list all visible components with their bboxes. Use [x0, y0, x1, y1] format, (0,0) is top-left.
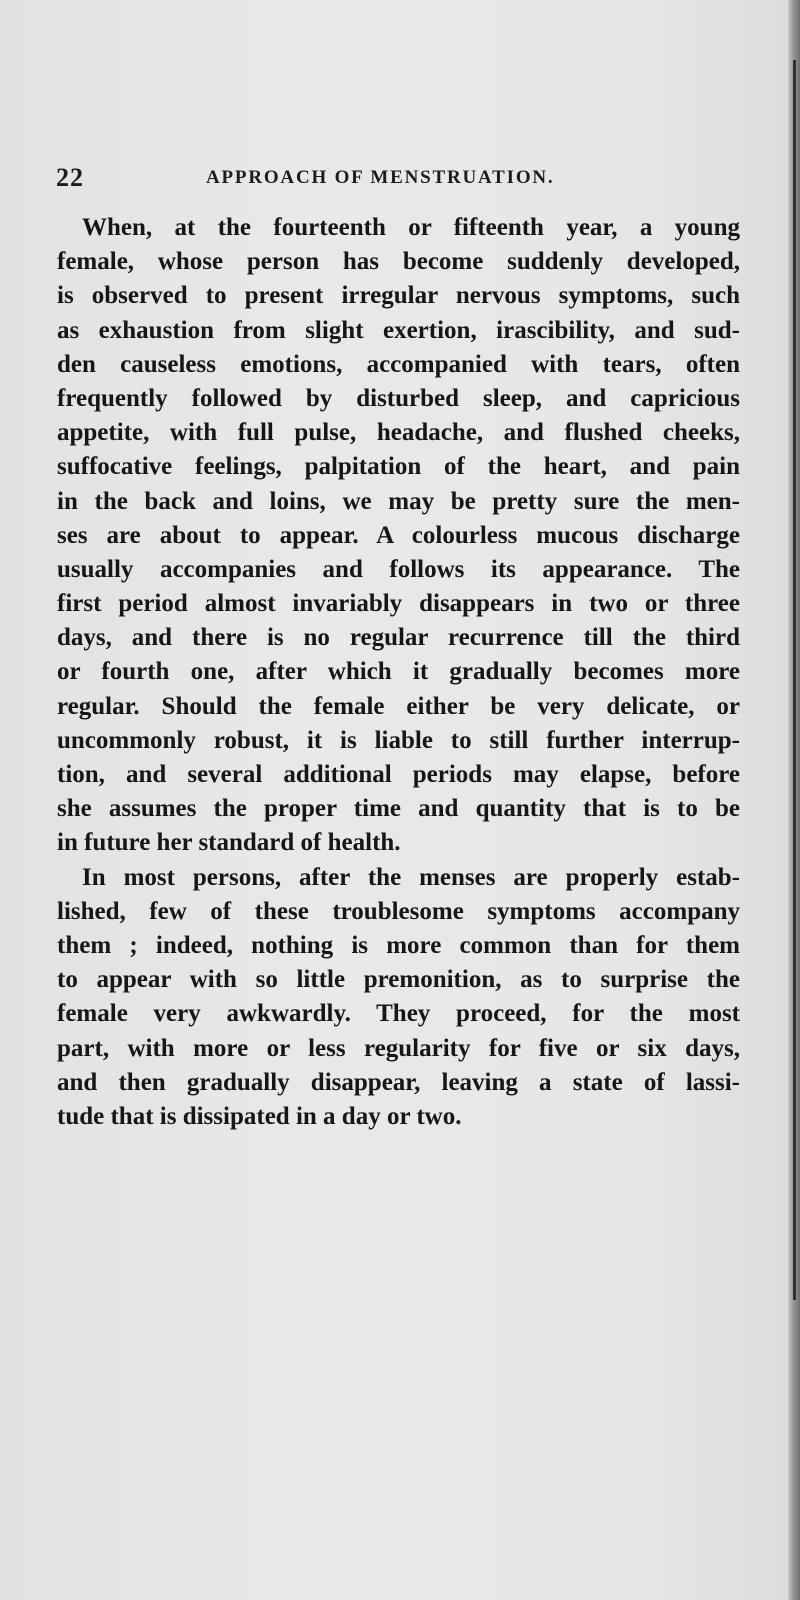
text-line: in future her standard of health.: [57, 829, 401, 857]
text-line: frequently followed by disturbed sleep, and capricious: [57, 384, 740, 412]
text-line: in the back and loins, we may be pretty sure the men-: [57, 487, 740, 515]
text-line: ses are about to appear. A colourless mucous discharge: [57, 521, 740, 549]
paragraph-2: [57, 861, 740, 1135]
page-header: [56, 163, 746, 193]
text-line: to appear with so little premonition, as to surprise the: [57, 966, 740, 994]
page-number: 22: [56, 163, 84, 192]
text-line: as exhaustion from slight exertion, irascibility, and sud-: [57, 316, 740, 344]
text-line: and then gradually disappear, leaving a state of lassi-: [57, 1068, 740, 1096]
text-line: tude that is dissipated in a day or two.: [57, 1102, 462, 1130]
text-line: tion, and several additional periods may elapse, before: [57, 761, 740, 788]
text-line: In most persons, after the menses are properly estab-: [82, 863, 740, 891]
text-line: When, at the fourteenth or fifteenth year, a young: [82, 214, 740, 241]
text-line: she assumes the proper time and quantity that is to be: [57, 795, 740, 823]
text-line: female, whose person has become suddenly developed,: [57, 248, 740, 276]
text-line: suffocative feelings, palpitation of the heart, and pain: [57, 453, 740, 481]
paragraph-1: [57, 211, 740, 861]
text-line: days, and there is no regular recurrence till the third: [57, 624, 740, 652]
text-line: female very awkwardly. They proceed, for the most: [57, 1000, 740, 1028]
text-line: is observed to present irregular nervous symptoms, such: [57, 282, 740, 310]
text-line: usually accompanies and follows its appearance. The: [57, 555, 740, 583]
text-line: regular. Should the female either be very delicate, or: [57, 692, 740, 720]
binding-edge-line: [793, 60, 796, 1300]
body-text: [57, 211, 740, 1134]
text-line: first period almost invariably disappears in two or three: [57, 590, 740, 618]
text-line: part, with more or less regularity for five or six days,: [57, 1034, 740, 1062]
text-line: appetite, with full pulse, headache, and flushed cheeks,: [57, 419, 740, 447]
text-line: den causeless emotions, accompanied with tears, often: [57, 350, 740, 378]
text-line: lished, few of these troublesome symptoms accompany: [57, 897, 740, 925]
text-line: them ; indeed, nothing is more common than for them: [57, 931, 740, 959]
text-line: uncommonly robust, it is liable to still further interrup-: [57, 726, 740, 754]
running-head: APPROACH OF MENSTRUATION.: [206, 167, 555, 188]
text-line: or fourth one, after which it gradually becomes more: [57, 658, 740, 686]
